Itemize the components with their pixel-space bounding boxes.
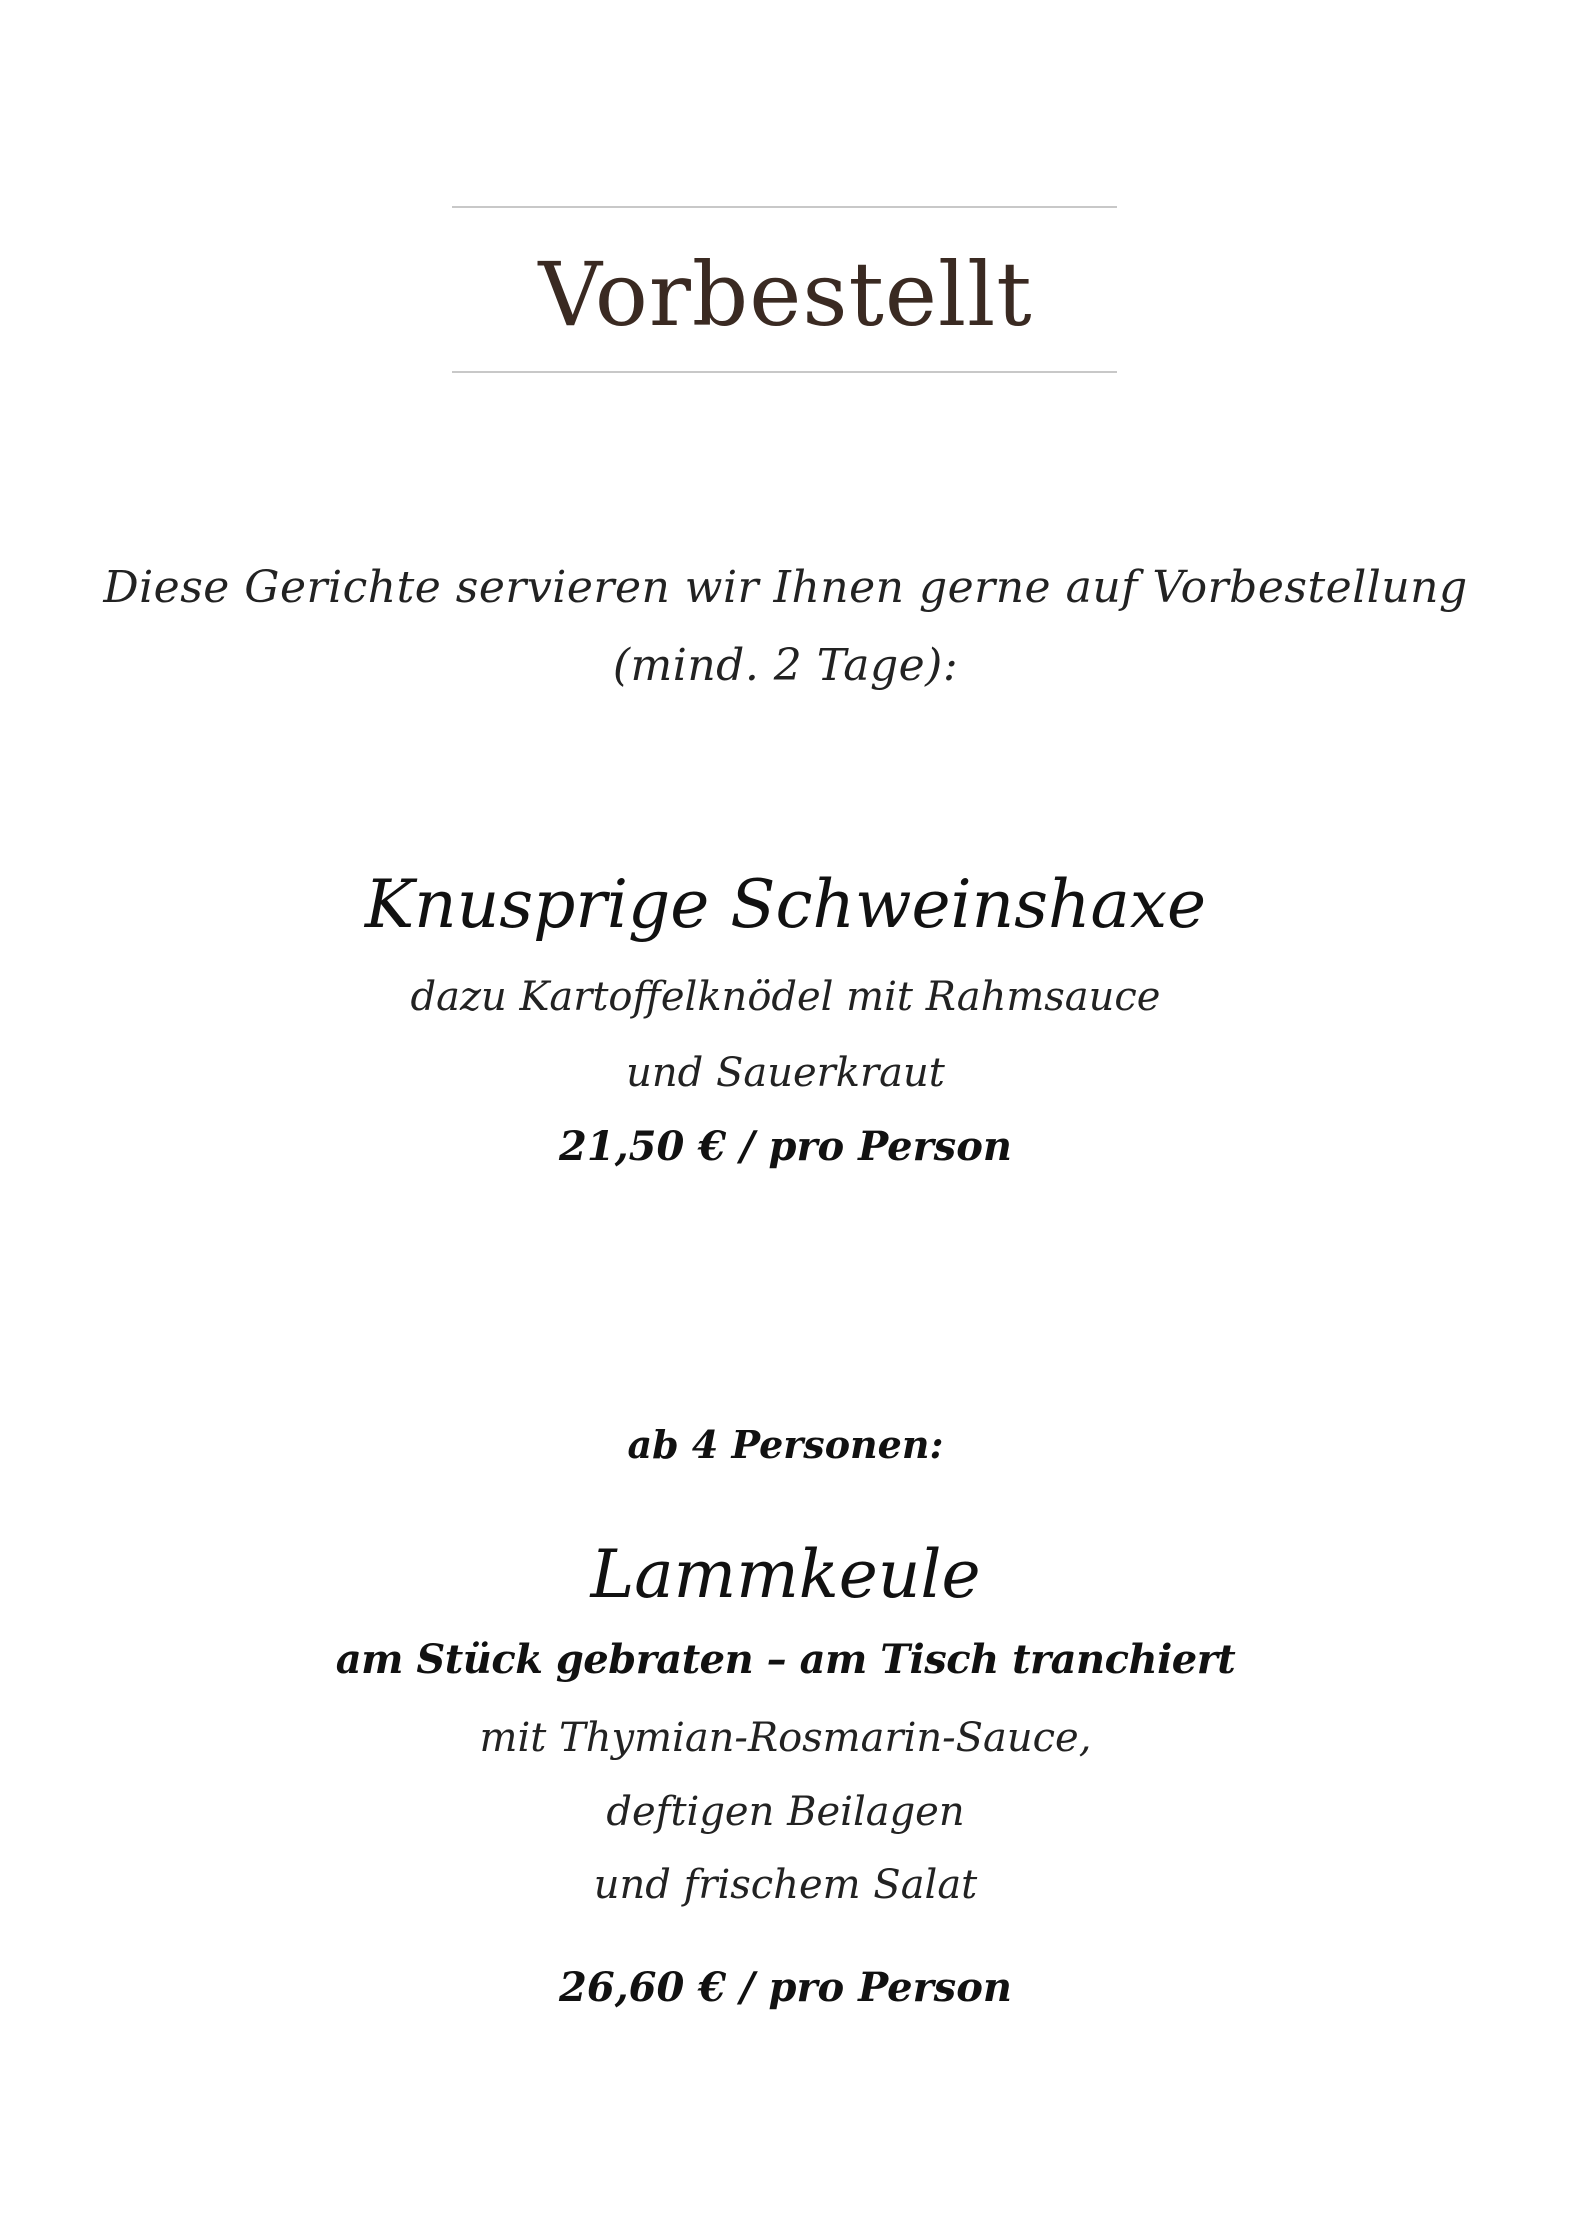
dish-name-lammkeule: Lammkeule <box>590 1536 981 1613</box>
dish-description-line: dazu Kartoffelknödel mit Rahmsauce <box>410 974 1161 1020</box>
intro-text-line-1: Diese Gerichte servieren wir Ihnen gerne auf Vorbestellung <box>103 562 1468 613</box>
dish-description-line: deftigen Beilagen <box>606 1789 965 1835</box>
dish-description-line: und frischem Salat <box>593 1862 978 1908</box>
dish-description-line: und Sauerkraut <box>626 1050 945 1096</box>
title-top-rule <box>452 206 1117 208</box>
intro-text-line-2: (mind. 2 Tage): <box>612 640 959 691</box>
title-bottom-rule <box>452 371 1117 373</box>
dish-subtitle-lammkeule: am Stück gebraten – am Tisch tranchiert <box>335 1636 1236 1683</box>
minimum-persons-note: ab 4 Personen: <box>627 1422 944 1467</box>
page-title: Vorbestellt <box>538 243 1033 346</box>
dish-price-lammkeule: 26,60 € / pro Person <box>559 1964 1012 2011</box>
dish-description-line: mit Thymian-Rosmarin-Sauce, <box>479 1715 1092 1761</box>
dish-price-schweinshaxe: 21,50 € / pro Person <box>559 1123 1012 1170</box>
dish-name-schweinshaxe: Knusprige Schweinshaxe <box>364 866 1207 943</box>
